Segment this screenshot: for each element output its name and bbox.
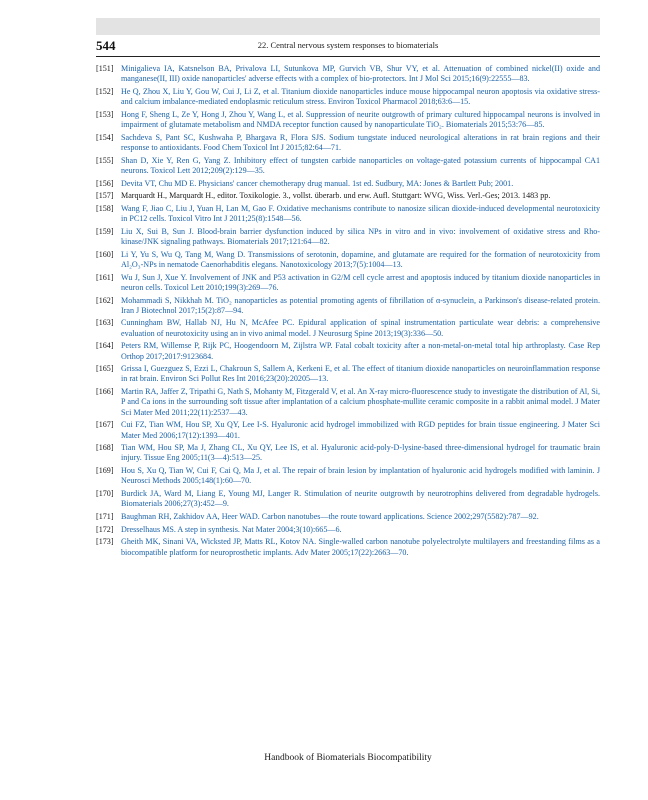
reference-number: [170] <box>96 489 114 499</box>
reference-text[interactable]: Mohammadi S, Nikkhah M. TiO₂ nanoparticles as potential promoting agents of fibrillation of α-synuclein, a Parkinson's disease-related protein. Iran J Biotechnol 2017;15(2):87—94. <box>121 295 600 315</box>
reference-number: [152] <box>96 86 114 96</box>
reference-item[interactable] <box>96 227 600 247</box>
reference-item[interactable] <box>96 296 600 316</box>
running-head: 22. Central nervous system responses to biomaterials <box>257 40 439 50</box>
reference-number: [168] <box>96 443 114 453</box>
reference-number: [161] <box>96 272 114 282</box>
reference-number: [156] <box>96 178 114 188</box>
reference-number: [165] <box>96 364 114 374</box>
reference-text[interactable]: He Q, Zhou X, Liu Y, Gou W, Cui J, Li Z, et al. Titanium dioxide nanoparticles induce mouse hippocampal neuron apoptosis via oxidative stress- and calcium imbalance-mediated endoplasmic reticulum stress. Environ Toxicol Pharmacol 2018;63:6—15. <box>121 86 600 107</box>
reference-item[interactable] <box>96 110 600 130</box>
reference-item[interactable] <box>96 250 600 270</box>
reference-item[interactable] <box>96 443 600 463</box>
reference-text[interactable]: Wu J, Sun J, Xue Y. Involvement of JNK and P53 activation in G2/M cell cycle arrest and apoptosis induced by titanium dioxide nanoparticles in neuron cells. Toxicol Lett 2010;199(3):269—76. <box>121 272 600 292</box>
reference-number: [167] <box>96 420 114 430</box>
reference-number: [159] <box>96 226 114 236</box>
reference-item[interactable] <box>96 273 600 293</box>
reference-text[interactable]: Gheith MK, Sinani VA, Wicksted JP, Matts RL, Kotov NA. Single-walled carbon nanotube polyelectrolyte multilayers and freestanding films as a biocompatible platform for neuroprosthetic implants. Adv Mater 2005;17(22):2663—70. <box>121 537 600 557</box>
reference-text[interactable]: Grissa I, Guezguez S, Ezzi L, Chakroun S, Sallem A, Kerkeni E, et al. The effect of titanium dioxide nanoparticles on neuroinflammation response in rat brain. Environ Sci Pollut Res Int 2016;23(20):20205—13. <box>121 364 600 384</box>
reference-text[interactable]: Dresselhaus MS. A step in synthesis. Nat Mater 2004;3(10):665—6. <box>121 524 342 534</box>
reference-number: [158] <box>96 203 114 213</box>
page-number: 544 <box>96 38 116 53</box>
reference-item[interactable] <box>96 133 600 153</box>
reference-item[interactable] <box>96 512 600 522</box>
reference-item[interactable] <box>96 364 600 384</box>
reference-item[interactable] <box>96 466 600 486</box>
reference-item[interactable] <box>96 87 600 107</box>
header-rule <box>96 56 600 57</box>
reference-item[interactable] <box>96 537 600 557</box>
reference-number: [166] <box>96 387 114 397</box>
reference-item[interactable] <box>96 341 600 361</box>
reference-number: [160] <box>96 249 114 259</box>
reference-number: [154] <box>96 132 114 142</box>
reference-number: [153] <box>96 109 114 119</box>
reference-item[interactable] <box>96 179 600 189</box>
reference-text[interactable]: Hong F, Sheng L, Ze Y, Hong J, Zhou Y, Wang L, et al. Suppression of neurite outgrowth of primary cultured hippocampal neurons is involved in impairment of glutamate metabolism and NMDA receptor function caused by nanoparticulate TiO₂. Biomaterials 2015;53:76—85. <box>121 109 600 130</box>
reference-text[interactable]: Shan D, Xie Y, Ren G, Yang Z. Inhibitory effect of tungsten carbide nanoparticles on voltage-gated potassium currents of hippocampal CA1 neurons. Toxicol Lett 2012;209(2):129—35. <box>121 155 600 175</box>
reference-text[interactable]: Liu X, Sui B, Sun J. Blood-brain barrier dysfunction induced by silica NPs in vitro and in vivo: involvement of oxidative stress and Rho-kinase/JNK signaling pathways. Biomaterials 2017;121:64—82. <box>121 226 600 247</box>
reference-number: [163] <box>96 318 114 328</box>
reference-item[interactable] <box>96 525 600 535</box>
reference-number: [173] <box>96 537 114 547</box>
reference-text[interactable]: Cui FZ, Tian WM, Hou SP, Xu QY, Lee I-S. Hyaluronic acid hydrogel immobilized with RGD peptides for brain tissue engineering. J Mater Sci Mater Med 2006;17(12):1393—401. <box>121 420 600 440</box>
page-header <box>96 38 600 54</box>
reference-text[interactable]: Sachdeva S, Pant SC, Kushwaha P, Bhargava R, Flora SJS. Sodium tungstate induced neurological alterations in rat brain regions and their response to antioxidants. Food Chem Toxicol Int J 2015;82:64—71. <box>121 132 600 152</box>
reference-item[interactable] <box>96 191 600 201</box>
reference-text[interactable]: Burdick JA, Ward M, Liang E, Young MJ, Langer R. Stimulation of neurite outgrowth by neurotrophins delivered from degradable hydrogels. Biomaterials 2006;27(3):452—9. <box>121 489 600 509</box>
reference-number: [151] <box>96 64 114 73</box>
reference-item[interactable] <box>96 489 600 509</box>
reference-number: [155] <box>96 155 114 165</box>
reference-number: [169] <box>96 466 114 476</box>
reference-text[interactable]: Li Y, Yu S, Wu Q, Tang M, Wang D. Transmissions of serotonin, dopamine, and glutamate are required for the formation of neurotoxicity from Al₂O₃-NPs in nematode Caenorhabditis elegans. Nanotoxicology 2013;7(5):1004—13. <box>121 249 600 269</box>
reference-item[interactable] <box>96 420 600 440</box>
reference-text[interactable]: Devita VT, Chu MD E. Physicians' cancer chemotherapy drug manual. 1st ed. Sudbury, MA: Jones & Bartlett Pub; 2001. <box>121 178 514 188</box>
reference-item[interactable] <box>96 204 600 224</box>
reference-text[interactable]: Martin RA, Jaffer Z, Tripathi G, Nath S, Mohanty M, Fitzgerald V, et al. An X-ray micro-fluorescence study to investigate the distribution of Al, Si, P and Ca ions in the surrounding soft tissue after implantation of a calcium phosphate-mullite ceramic composite in a rabbit animal model. J Mater Sci Mater Med 2011;22(11):2537—43. <box>121 387 600 417</box>
reference-text[interactable]: Marquardt H., Marquardt H., editor. Toxikologie. 3., vollst. überarb. und erw. Aufl. Stuttgart: WVG, Wiss. Verl.-Ges; 2013. 1483 pp. <box>121 191 551 201</box>
reference-item[interactable] <box>96 387 600 418</box>
reference-text[interactable]: Tian WM, Hou SP, Ma J, Zhang CL, Xu QY, Lee IS, et al. Hyaluronic acid-poly-D-lysine-based three-dimensional hydrogel for traumatic brain injury. Tissue Eng 2005;11(3—4):513—25. <box>121 443 600 463</box>
reference-number: [172] <box>96 524 114 534</box>
reference-list <box>96 64 600 560</box>
reference-number: [164] <box>96 341 114 351</box>
reference-item[interactable] <box>96 156 600 176</box>
reference-text[interactable]: Wang F, Jiao C, Liu J, Yuan H, Lan M, Gao F. Oxidative mechanisms contribute to nanosize silican dioxide-induced developmental neurotoxicity in PC12 cells. Toxicol Vitro Int J 2011;25(8):1548—56. <box>121 203 600 224</box>
reference-number: [162] <box>96 295 114 305</box>
reference-text[interactable]: Hou S, Xu Q, Tian W, Cui F, Cai Q, Ma J, et al. The repair of brain lesion by implantation of hyaluronic acid hydrogels modified with laminin. J Neurosci Methods 2005;148(1):60—70. <box>121 466 600 486</box>
reference-text[interactable]: Cunningham BW, Hallab NJ, Hu N, McAfee PC. Epidural application of spinal instrumentation particulate wear debris: a comprehensive evaluation of neurotoxicity using an in vivo animal model. J Neurosurg Spine 2013;19(3):336—50. <box>121 318 600 338</box>
reference-text[interactable]: Baughman RH, Zakhidov AA, Heer WAD. Carbon nanotubes—the route toward applications. Science 2002;297(5582):787—92. <box>121 511 539 521</box>
reference-item[interactable] <box>96 318 600 338</box>
top-gray-bar <box>96 18 600 35</box>
reference-item[interactable] <box>96 64 600 84</box>
reference-number: [171] <box>96 511 114 521</box>
footer-book-title: Handbook of Biomaterials Biocompatibility <box>264 753 432 763</box>
reference-text[interactable]: Peters RM, Willemse P, Rijk PC, Hoogendoorn M, Zijlstra WP. Fatal cobalt toxicity after a non-metal-on-metal total hip arthroplasty. Case Rep Orthop 2017;2017:9123684. <box>121 341 600 361</box>
reference-number: [157] <box>96 191 114 201</box>
reference-text[interactable]: Minigalieva IA, Katsnelson BA, Privalova LI, Sutunkova MP, Gurvich VB, Shur VY, et al. Attenuation of combined nickel(II) oxide and manganese(II, III) oxide nanoparticles' adverse effects with a complex of bio-protectors. Int J Mol Sci 2015;16(9):22555—83. <box>121 64 600 84</box>
